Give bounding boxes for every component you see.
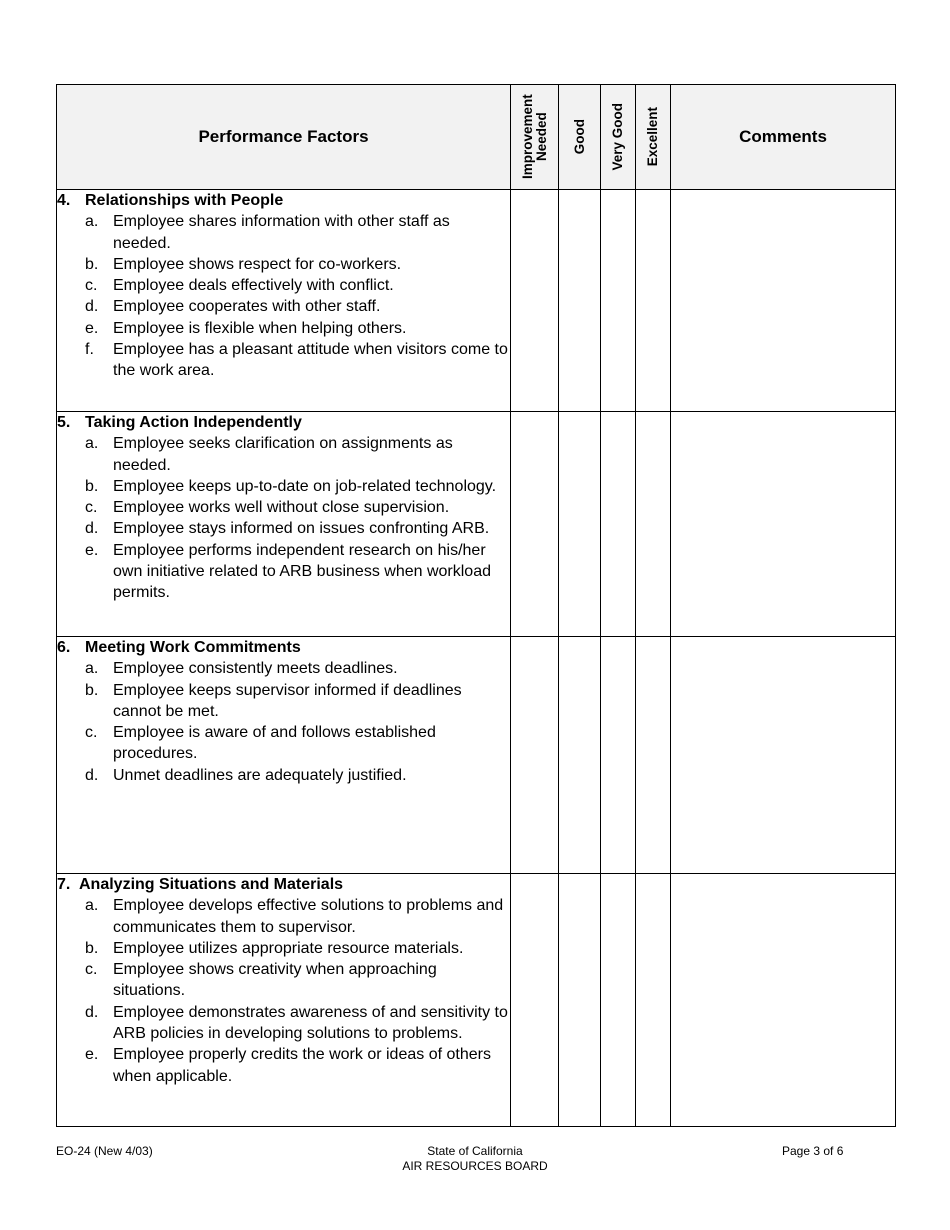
- rating-cell-good[interactable]: [559, 874, 601, 1127]
- rating-cell-very-good[interactable]: [601, 874, 636, 1127]
- item-text: Employee performs independent research on his/her own initiative related to ARB business when workload permits.: [113, 541, 491, 602]
- factor-title: [57, 637, 510, 658]
- comments-cell[interactable]: [671, 874, 896, 1127]
- rating-cell-good[interactable]: [559, 637, 601, 874]
- rating-header-improvement: [511, 85, 559, 190]
- factor-row: [57, 412, 896, 637]
- factor-number: 4.: [57, 192, 71, 209]
- factor-number: 6.: [57, 639, 71, 656]
- item-letter: b.: [85, 255, 99, 273]
- item-text: Employee consistently meets deadlines.: [113, 660, 398, 678]
- item-letter: b.: [85, 477, 99, 495]
- factor-item: [57, 765, 510, 786]
- rating-cell-very-good[interactable]: [601, 637, 636, 874]
- factor-title-text: Meeting Work Commitments: [85, 639, 301, 656]
- rating-cell-very-good[interactable]: [601, 190, 636, 412]
- factor-item: [57, 211, 510, 254]
- item-letter: c.: [85, 499, 98, 517]
- factor-item: [57, 959, 510, 1002]
- comments-cell[interactable]: [671, 637, 896, 874]
- item-letter: e.: [85, 541, 99, 559]
- agency-state: State of California: [427, 1144, 523, 1158]
- factor-item: [57, 275, 510, 296]
- item-text: Employee shows respect for co-workers.: [113, 255, 402, 273]
- factor-title-text: Relationships with People: [85, 192, 284, 209]
- factor-items: [57, 211, 510, 381]
- factor-item: [57, 433, 510, 476]
- rating-label: Very Good: [610, 103, 625, 171]
- item-letter: a.: [85, 660, 99, 678]
- item-text: Employee keeps up-to-date on job-related technology.: [113, 477, 497, 495]
- item-text: Employee deals effectively with conflict.: [113, 277, 394, 295]
- factor-title-text: Analyzing Situations and Materials: [79, 876, 344, 893]
- factor-item: [57, 938, 510, 959]
- rating-header-excellent: [636, 85, 671, 190]
- factor-item: [57, 339, 510, 382]
- rating-cell-improvement[interactable]: [511, 637, 559, 874]
- factor-item: [57, 722, 510, 765]
- item-letter: d.: [85, 766, 99, 784]
- item-text: Unmet deadlines are adequately justified.: [113, 766, 407, 784]
- item-letter: c.: [85, 961, 98, 979]
- factor-item: [57, 518, 510, 539]
- item-text: Employee is aware of and follows established procedures.: [113, 724, 436, 763]
- factor-number: 7.: [57, 876, 71, 893]
- rating-cell-excellent[interactable]: [636, 190, 671, 412]
- item-letter: e.: [85, 1046, 99, 1064]
- rating-cell-good[interactable]: [559, 412, 601, 637]
- item-letter: d.: [85, 520, 99, 538]
- factor-cell: [57, 190, 511, 412]
- factor-number: 5.: [57, 414, 71, 431]
- performance-table: [56, 84, 896, 1127]
- factor-title: [57, 874, 510, 895]
- factor-row: [57, 637, 896, 874]
- comments-cell[interactable]: [671, 412, 896, 637]
- factor-title: [57, 412, 510, 433]
- factor-item: [57, 895, 510, 938]
- item-text: Employee shares information with other staff as needed.: [113, 213, 450, 252]
- factor-item: [57, 254, 510, 275]
- rating-cell-very-good[interactable]: [601, 412, 636, 637]
- factor-item: [57, 1044, 510, 1087]
- factor-item: [57, 318, 510, 339]
- rating-header-very-good: [601, 85, 636, 190]
- item-letter: d.: [85, 1003, 99, 1021]
- rating-label: Good: [571, 119, 587, 155]
- item-text: Employee stays informed on issues confronting ARB.: [113, 520, 490, 538]
- factor-item: [57, 1002, 510, 1045]
- item-text: Employee cooperates with other staff.: [113, 298, 381, 316]
- item-letter: e.: [85, 319, 99, 337]
- item-letter: a.: [85, 213, 99, 231]
- agency-board: AIR RESOURCES BOARD: [402, 1159, 548, 1173]
- item-text: Employee properly credits the work or ideas of others when applicable.: [113, 1046, 491, 1085]
- comments-header: Comments: [671, 85, 896, 190]
- rating-cell-excellent[interactable]: [636, 412, 671, 637]
- form-id: EO-24 (New 4/03): [56, 1144, 153, 1158]
- item-text: Employee keeps supervisor informed if deadlines cannot be met.: [113, 681, 462, 720]
- item-letter: d.: [85, 298, 99, 316]
- rating-cell-improvement[interactable]: [511, 412, 559, 637]
- item-letter: a.: [85, 897, 99, 915]
- factor-row: [57, 190, 896, 412]
- item-letter: c.: [85, 277, 98, 295]
- factor-item: [57, 658, 510, 679]
- factor-cell: [57, 874, 511, 1127]
- item-text: Employee works well without close supervision.: [113, 499, 450, 517]
- performance-factors-header: Performance Factors: [57, 85, 511, 190]
- item-letter: b.: [85, 939, 99, 957]
- item-letter: f.: [85, 341, 94, 359]
- factor-title-text: Taking Action Independently: [85, 414, 302, 431]
- factor-cell: [57, 637, 511, 874]
- item-text: Employee is flexible when helping others.: [113, 319, 407, 337]
- rating-cell-excellent[interactable]: [636, 874, 671, 1127]
- factor-items: [57, 895, 510, 1087]
- factor-item: [57, 680, 510, 723]
- rating-cell-improvement[interactable]: [511, 874, 559, 1127]
- factor-items: [57, 433, 510, 603]
- item-text: Employee utilizes appropriate resource materials.: [113, 939, 464, 957]
- item-text: Employee demonstrates awareness of and sensitivity to ARB policies in developing solutions to problems.: [113, 1003, 508, 1043]
- factor-row: [57, 874, 896, 1127]
- comments-cell[interactable]: [671, 190, 896, 412]
- item-text: Employee develops effective solutions to problems and communicates them to supervisor.: [113, 897, 504, 936]
- factor-items: [57, 658, 510, 786]
- item-letter: b.: [85, 681, 99, 699]
- rating-cell-improvement[interactable]: [511, 190, 559, 412]
- rating-header-good: [559, 85, 601, 190]
- rating-cell-excellent[interactable]: [636, 637, 671, 874]
- factor-item: [57, 540, 510, 604]
- rating-label: Improvement Needed: [519, 94, 549, 180]
- factor-title: [57, 190, 510, 211]
- item-text: Employee has a pleasant attitude when visitors come to the work area.: [113, 341, 508, 380]
- table-header-row: [57, 85, 896, 190]
- rating-cell-good[interactable]: [559, 190, 601, 412]
- rating-label: Excellent: [645, 107, 660, 167]
- page-number: Page 3 of 6: [782, 1144, 844, 1158]
- item-text: Employee seeks clarification on assignments as needed.: [113, 435, 453, 474]
- factor-item: [57, 296, 510, 317]
- item-letter: a.: [85, 435, 99, 453]
- factor-item: [57, 476, 510, 497]
- factor-item: [57, 497, 510, 518]
- factor-cell: [57, 412, 511, 637]
- item-letter: c.: [85, 724, 98, 742]
- item-text: Employee shows creativity when approaching situations.: [113, 961, 437, 1000]
